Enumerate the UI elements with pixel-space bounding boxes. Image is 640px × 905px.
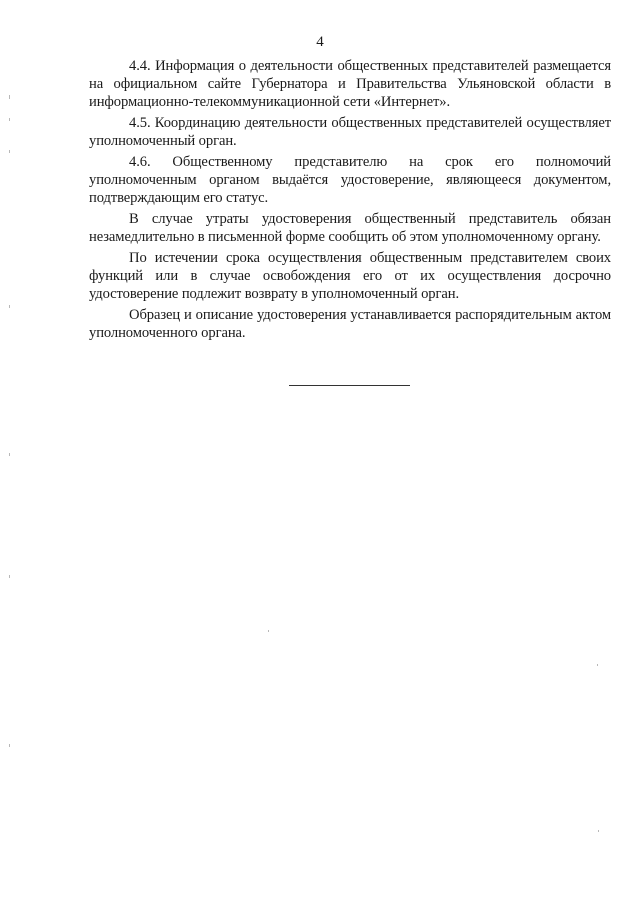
paragraph-return-of-certificate: По истечении срока осуществления общественным представителем своих функций или в случае освобождения его от их осуществления досрочно удостоверение подлежит возврату в уполномоченный орган.: [89, 250, 611, 302]
scan-speck: [598, 830, 599, 832]
scan-speck: [9, 575, 10, 578]
end-of-text-rule: [289, 385, 410, 386]
scan-speck: [9, 305, 10, 308]
paragraph-4-5: 4.5. Координацию деятельности общественных представителей осуществляет уполномоченный орган.: [89, 115, 611, 149]
scan-speck: [9, 744, 10, 747]
paragraph-loss-of-certificate: В случае утраты удостоверения общественный представитель обязан незамедлительно в письменной форме сообщить об этом уполномоченному органу.: [89, 211, 611, 245]
scan-speck: [268, 630, 269, 632]
scan-speck: [9, 150, 10, 153]
paragraph-4-4: 4.4. Информация о деятельности общественных представителей размещается на официальном сайте Губернатора и Правительства Ульяновской области в информационно-телекоммуникационной сети «Интернет».: [89, 58, 611, 110]
paragraph-4-6: 4.6. Общественному представителю на срок его полномочий уполномоченным органом выдаётся удостоверение, являющееся документом, подтверждающим его статус.: [89, 154, 611, 206]
paragraph-certificate-sample: Образец и описание удостоверения устанавливается распорядительным актом уполномоченного органа.: [89, 307, 611, 341]
document-body: [89, 57, 611, 345]
scan-speck: [9, 453, 10, 456]
scan-speck: [9, 95, 10, 99]
scan-speck: [9, 118, 10, 121]
scan-speck: [597, 664, 598, 666]
page-number: 4: [316, 34, 324, 50]
